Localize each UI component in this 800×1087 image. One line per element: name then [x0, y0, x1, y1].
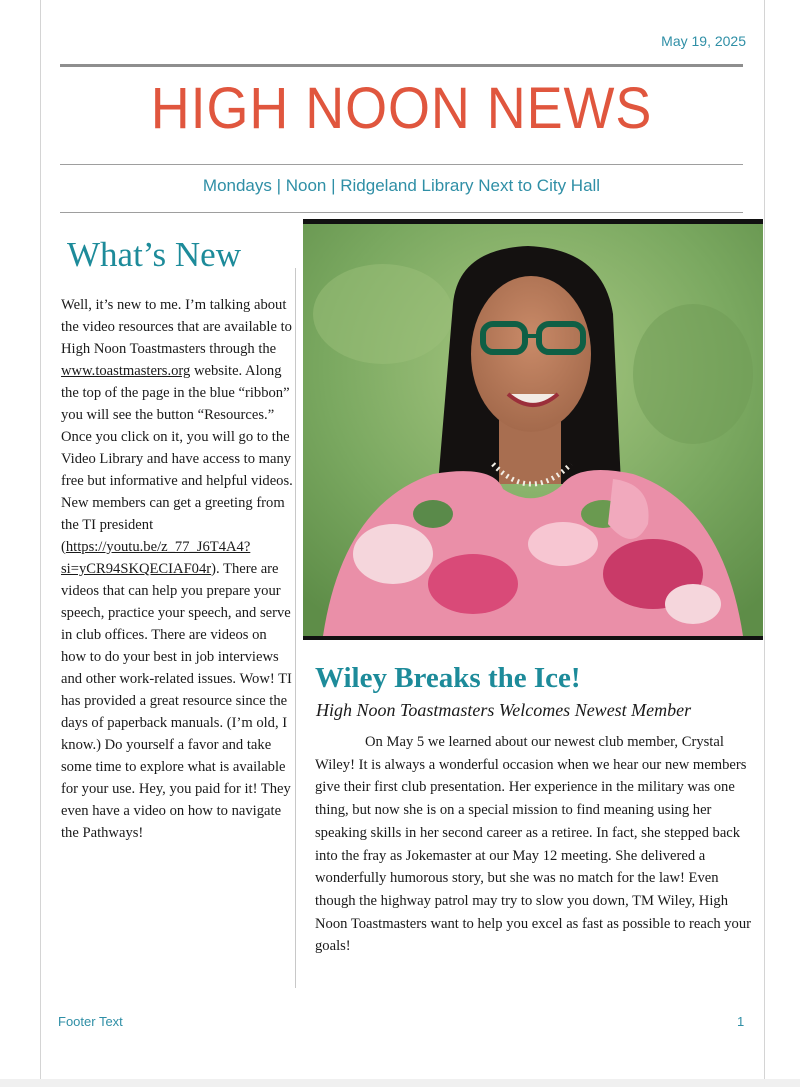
page-right-edge [764, 0, 765, 1087]
feature-headline: Wiley Breaks the Ice! [315, 662, 581, 694]
bottom-strip [0, 1079, 800, 1087]
feature-body-text: On May 5 we learned about our newest club member, Crystal Wiley! It is always a wonderful occasion when we hear our new members give their first club presentation. Her experience in the military was one thing, but now she is on a special mission to find meaning using her speaking skills in her second career as a retiree. In fact, she stepped back into the fray as Jokemaster at our May 12 meeting. She delivered a wonderfully humorous story, but she was no match for the law! Even though the highway patrol may try to slow you down, TM Wiley, High Noon Toastmasters want to help you excel as fast as possible to reach your goals! [315, 734, 752, 955]
article-text: website. Along the top of the page in the blue “ribbon” you will see the button “Resources.” Once you click on it, you will go to the Video Library and have access to many free but informative and helpful videos. New members can get a greeting from the TI president ( [61, 363, 293, 555]
article-text: Well, it’s new to me. I’m talking about the video resources that are available to High Noon Toastmasters through the [61, 297, 292, 357]
article-text: ). There are videos that can help you prepare your speech, practice your speech, and serve in club offices. There are videos on how to do your best in job interviews and other work-related issues. Wow! TI has provided a great resource since the days of paperback manuals. (I’m old, I know.) Do yourself a favor and take some time to explore what is available for your use. Hey, you paid for it! They even have a video on how to navigate the Pathways! [61, 561, 292, 841]
whats-new-heading: What’s New [67, 235, 241, 274]
tagline-rule [60, 212, 743, 213]
top-rule [60, 64, 743, 67]
masthead-title: HIGH NOON NEWS [150, 76, 653, 141]
whats-new-article [61, 294, 293, 844]
page-left-edge [40, 0, 41, 1087]
youtube-link[interactable]: https://youtu.be/z_77_J6T4A4?si=yCR94SKQECIAF04r [61, 539, 251, 577]
toastmasters-link[interactable]: www.toastmasters.org [61, 363, 191, 379]
feature-article [315, 731, 755, 958]
issue-date: May 19, 2025 [661, 33, 746, 49]
member-photo [303, 219, 763, 640]
footer-text: Footer Text [58, 1014, 123, 1029]
masthead-rule [60, 164, 743, 165]
page-number: 1 [737, 1014, 745, 1029]
feature-subhead: High Noon Toastmasters Welcomes Newest Member [316, 700, 692, 720]
meeting-tagline: Mondays | Noon | Ridgeland Library Next to City Hall [202, 176, 601, 195]
column-divider [295, 268, 296, 988]
